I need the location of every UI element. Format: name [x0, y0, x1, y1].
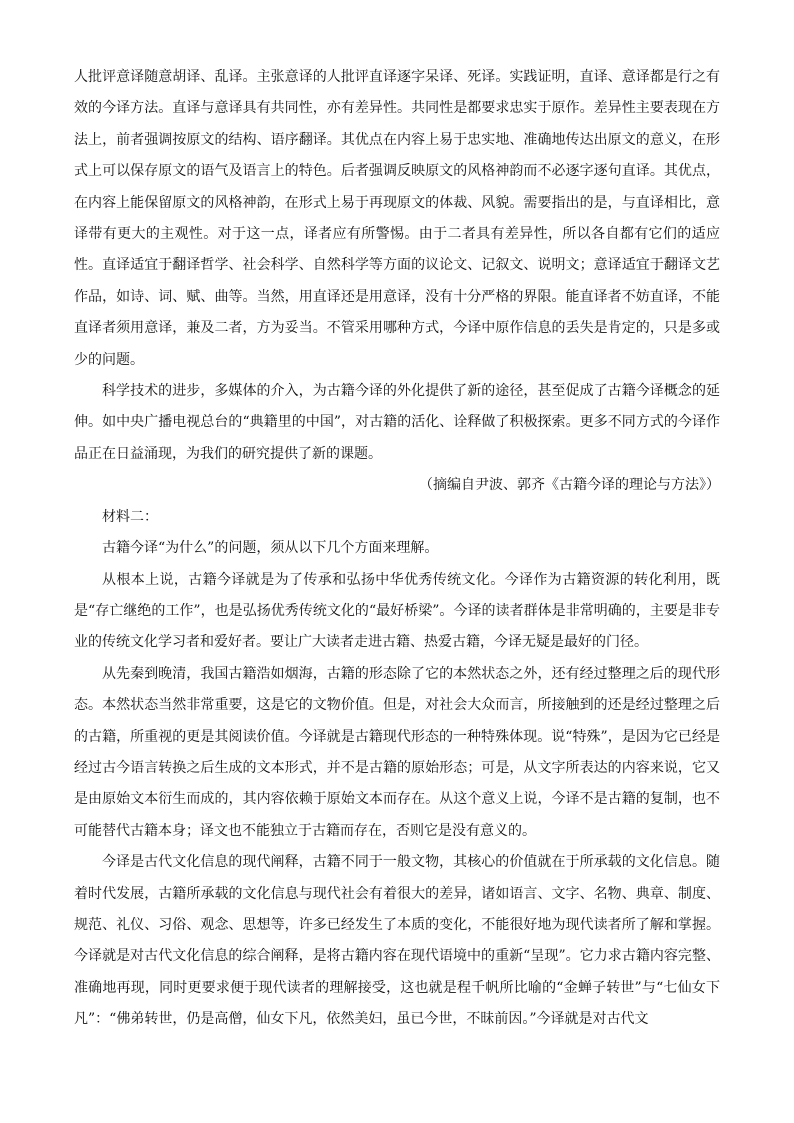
paragraph-cultural-interpretation: 今译是古代文化信息的现代阐释，古籍不同于一般文物，其核心的价值就在于所承载的文化信息。随着时代发展，古籍所承载的文化信息与现代社会有着很大的差异，诸如语言、文字、名物、典章、制度、规范、礼仪、习俗、观念、思想等，许多已经发生了本质的变化，不能很好地为现代读者所了解和掌握。今译就是对古代文化信息的综合阐释，是将古籍内容在现代语境中的重新“呈现”。它力求古籍内容完整、准确地再现，同时更要求便于现代读者的理解接受，这也就是程千帆所比喻的“金蝉子转世”与“七仙女下凡”：“佛弟转世，仍是高僧，仙女下凡，依然美妇，虽已今世，不昧前因。”今译就是对古代文	[74, 854, 720, 1028]
material-two-heading: 材料二：	[102, 508, 158, 525]
source-citation: （摘编自尹波、郭齐《古籍今译的理论与方法》）	[419, 477, 720, 494]
paragraph-modern-form: 从先秦到晚清，我国古籍浩如烟海，古籍的形态除了它的本然状态之外，还有经过整理之后的现代形态。本然状态当然非常重要，这是它的文物价值。但是，对社会大众而言，所接触到的还是经过整理之后的古籍，所重视的更是其阅读价值。今译就是古籍现代形态的一种特殊体现。说“特殊”，是因为它已经是经过古今语言转换之后生成的文本形式，并不是古籍的原始形态；可是，从文字所表达的内容来说，它又是由原始文本衍生而成的，其内容依赖于原始文本而存在。从这个意义上说，今译不是古籍的复制，也不可能替代古籍本身；译文也不能独立于古籍而存在，否则它是没有意义的。	[74, 665, 720, 839]
paragraph-why-question: 古籍今译“为什么”的问题，须从以下几个方面来理解。	[102, 540, 439, 557]
paragraph-translation-methods: 人批评意译随意胡译、乱译。主张意译的人批评直译逐字呆译、死译。实践证明，直译、意译都是行之有效的今译方法。直译与意译具有共同性，亦有差异性。共同性是都要求忠实于原作。差异性主要表现在方法上，前者强调按原文的结构、语序翻译。其优点在内容上易于忠实地、准确地传达出原文的意义，在形式上可以保存原文的语气及语言上的特色。后者强调反映原文的风格神韵而不必逐字逐句直译。其优点，在内容上能保留原文的风格神韵，在形式上易于再现原文的体裁、风貌。需要指出的是，与直译相比，意译带有更大的主观性。对于这一点，译者应有所警惕。由于二者具有差异性，所以各自都有它们的适应性。直译适宜于翻译哲学、社会科学、自然科学等方面的议论文、记叙文、说明文；意译适宜于翻译文艺作品，如诗、词、赋、曲等。当然，用直译还是用意译，没有十分严格的界限。能直译者不妨直译，不能直译者须用意译，兼及二者，方为妥当。不管采用哪种方式，今译中原作信息的丢失是肯定的，只是多或少的问题。	[74, 69, 720, 368]
article-body	[74, 62, 720, 1036]
paragraph-fundamental-purpose: 从根本上说，古籍今译就是为了传承和弘扬中华优秀传统文化。今译作为古籍资源的转化利用，既是“存亡继绝的工作”，也是弘扬优秀传统文化的“最好桥梁”。今译的读者群体是非常明确的，主要是非专业的传统文化学习者和爱好者。要让广大读者走进古籍、热爱古籍，今译无疑是最好的门径。	[74, 571, 720, 651]
paragraph-technology-progress: 科学技术的进步，多媒体的介入，为古籍今译的外化提供了新的途径，甚至促成了古籍今译概念的延伸。如中央广播电视总台的“典籍里的中国”，对古籍的活化、诠释做了积极探索。更多不同方式的今译作品正在日益涌现，为我们的研究提供了新的课题。	[74, 383, 720, 462]
